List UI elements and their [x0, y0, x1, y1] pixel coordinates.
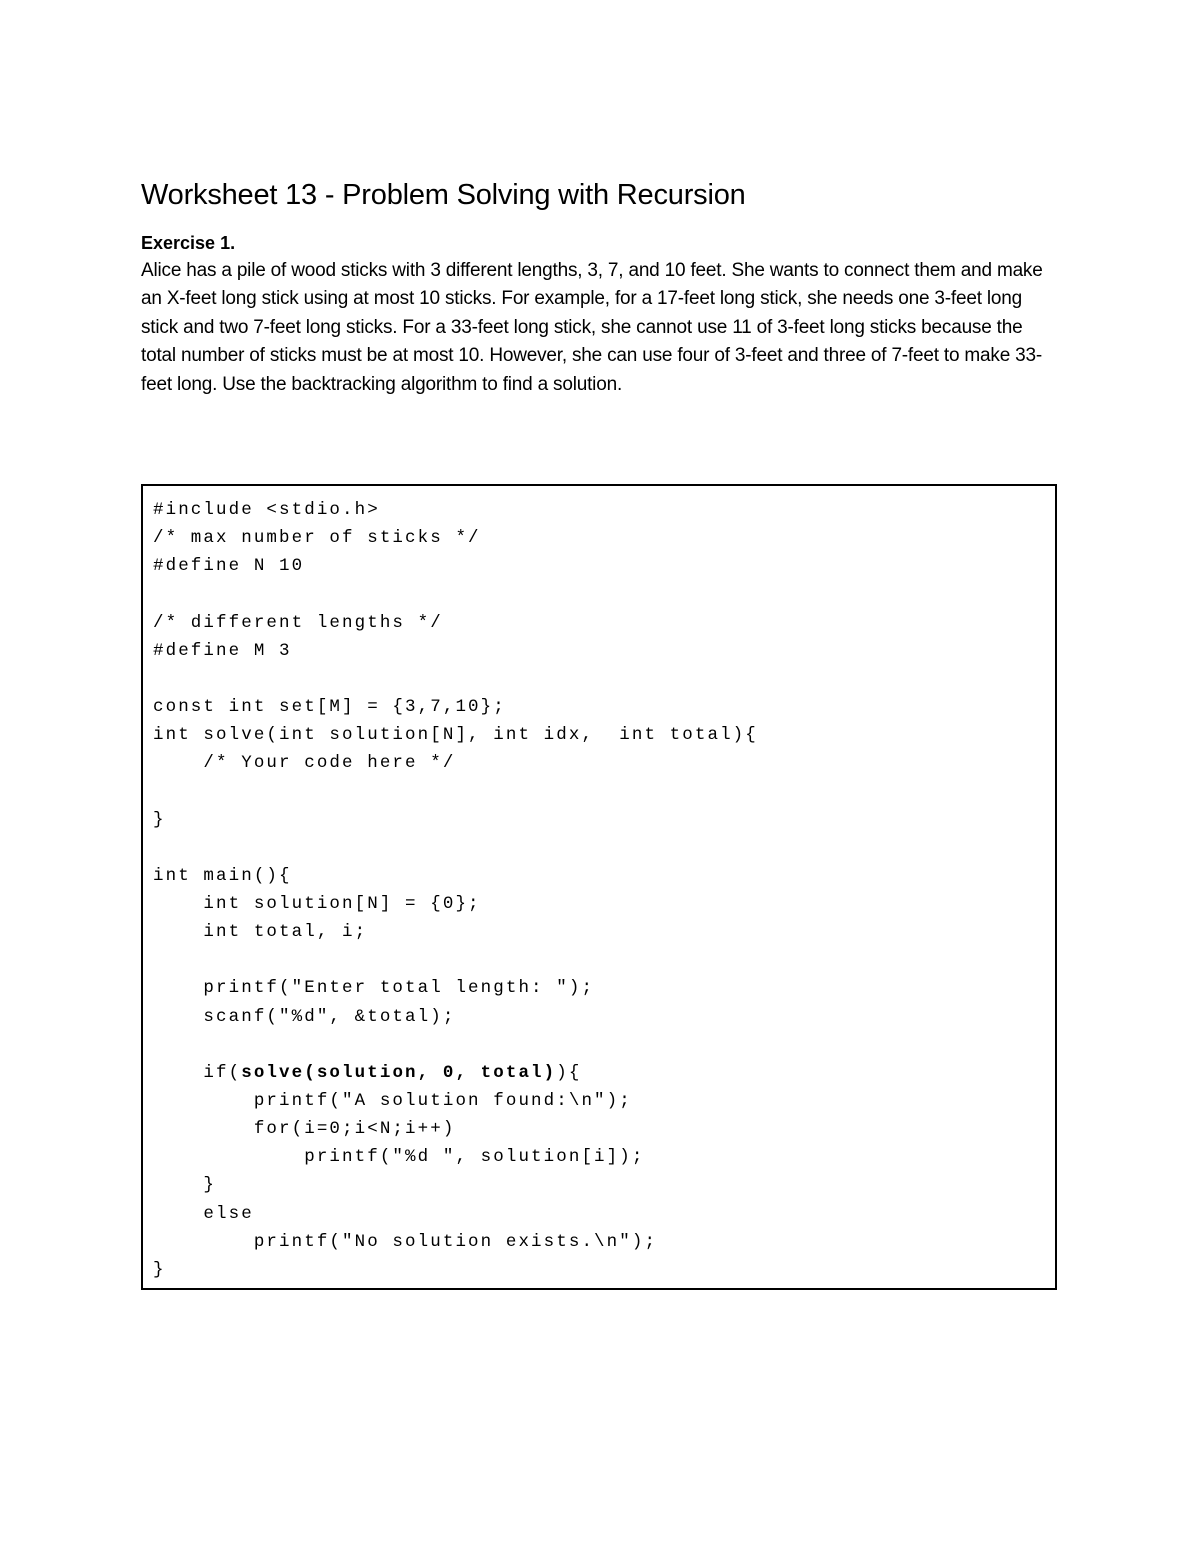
code-line: const int set[M] = {3,7,10};: [153, 696, 506, 717]
code-line: }: [153, 1259, 166, 1280]
code-line: [153, 777, 758, 805]
code-line: int total, i;: [153, 922, 368, 943]
code-line: [153, 665, 758, 693]
code-line: /* max number of sticks */: [153, 528, 481, 549]
code-solve-call: solve(solution, 0, total): [241, 1062, 557, 1083]
code-line: #include <stdio.h>: [153, 500, 380, 520]
code-line: else: [153, 1203, 254, 1224]
code-line: #define M 3: [153, 640, 292, 661]
code-line: printf("No solution exists.\n");: [153, 1231, 658, 1252]
code-line: int solution[N] = {0};: [153, 893, 481, 914]
code-line: }: [153, 809, 166, 830]
code-line: [153, 834, 758, 862]
code-line-if-solve: [153, 1059, 758, 1087]
exercise-heading: Exercise 1.: [141, 233, 236, 253]
code-line: for(i=0;i<N;i++): [153, 1119, 456, 1140]
code-line: int main(){: [153, 865, 292, 886]
exercise-section: [141, 229, 1051, 399]
code-line: printf("A solution found:\n");: [153, 1090, 632, 1111]
code-line: printf("%d ", solution[i]);: [153, 1147, 645, 1168]
code-line: [153, 946, 758, 974]
page-title: Worksheet 13 - Problem Solving with Recursion: [141, 179, 746, 211]
code-line: int solve(int solution[N], int idx, int total){: [153, 725, 758, 746]
code-listing: [153, 496, 758, 1284]
code-line: [153, 580, 758, 608]
code-line: [153, 1031, 758, 1059]
code-line: /* Your code here */: [153, 753, 456, 774]
code-if-tail: ){: [556, 1062, 582, 1083]
code-line: /* different lengths */: [153, 612, 443, 633]
code-listing-box: [141, 484, 1057, 1290]
code-line: #define N 10: [153, 556, 305, 577]
code-line: }: [153, 1175, 217, 1196]
code-line: printf("Enter total length: ");: [153, 978, 595, 999]
code-line: scanf("%d", &total);: [153, 1006, 456, 1027]
code-if-prefix: if(: [153, 1062, 242, 1083]
exercise-description: Alice has a pile of wood sticks with 3 different lengths, 3, 7, and 10 feet. She wants to connect them and make an X-feet long stick using at most 10 sticks. For example, for a 17-feet long stick, she needs one 3-feet long stick and two 7-feet long sticks. For a 33-feet long stick, she cannot use 11 of 3-feet long sticks because the total number of sticks must be at most 10. However, she can use four of 3-feet and three of 7-feet to make 33-feet long. Use the backtracking algorithm to find a solution.: [141, 260, 1043, 395]
